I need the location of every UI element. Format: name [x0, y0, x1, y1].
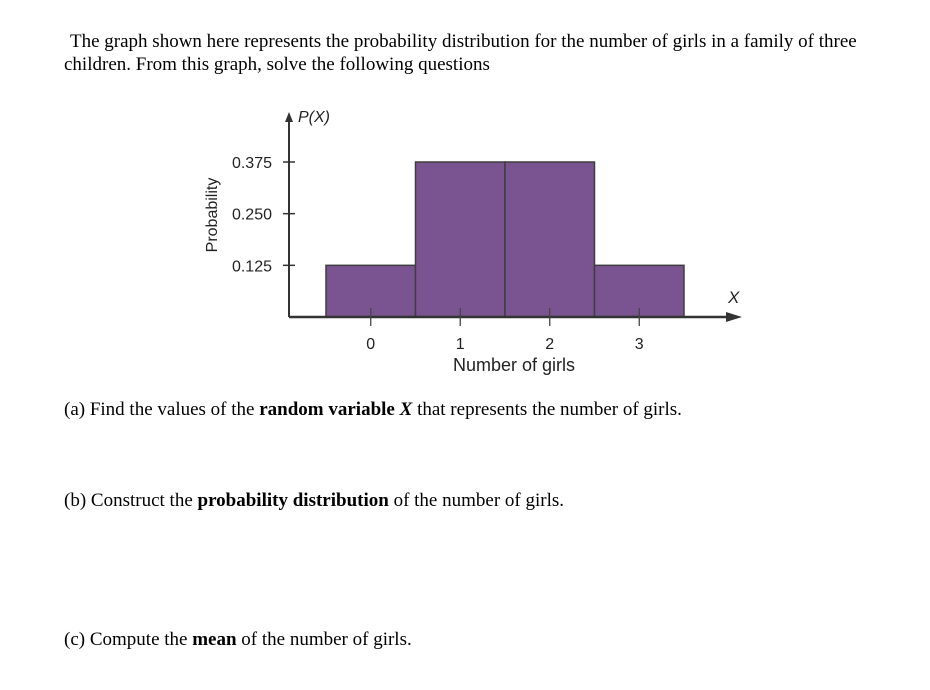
- question-a-prefix: (a) Find the values of the: [64, 399, 260, 420]
- bar-2: [505, 162, 595, 317]
- question-c: [64, 628, 412, 651]
- question-b: [64, 489, 564, 512]
- y-axis-name: P(X): [298, 109, 330, 126]
- question-a-bold: random variable: [259, 399, 400, 420]
- x-tick-label: 2: [545, 336, 555, 353]
- problem-statement: The graph shown here represents the probability distribution for the number of girls in a family of three children. From this graph, solve the following questions: [64, 31, 857, 75]
- bars-layer: [326, 162, 684, 317]
- question-a-suffix: that represents the number of girls.: [412, 399, 682, 420]
- x-tick-label: 0: [366, 336, 376, 353]
- x-axis-label: Number of girls: [452, 355, 576, 375]
- y-tick-label: 0.250: [231, 206, 272, 224]
- question-b-suffix: of the number of girls.: [388, 490, 564, 511]
- y-axis-arrowhead: [285, 112, 293, 122]
- question-b-prefix: (b) Construct the: [64, 490, 198, 511]
- x-axis-arrowhead: [726, 312, 742, 322]
- question-c-suffix: of the number of girls.: [236, 629, 412, 650]
- x-tick-label: 3: [634, 336, 644, 353]
- question-c-prefix: (c) Compute the: [64, 629, 193, 650]
- y-tick-label: 0.125: [231, 258, 272, 276]
- x-axis-name: X: [728, 288, 740, 307]
- x-tick-label: 1: [455, 336, 465, 353]
- bar-1: [416, 162, 506, 317]
- y-axis-label: Probability: [204, 177, 221, 253]
- question-a: [64, 398, 682, 421]
- y-tick-label: 0.375: [231, 155, 272, 172]
- question-a-variable: X: [399, 399, 413, 420]
- question-b-bold: probability distribution: [197, 490, 389, 511]
- question-c-bold: mean: [192, 629, 237, 650]
